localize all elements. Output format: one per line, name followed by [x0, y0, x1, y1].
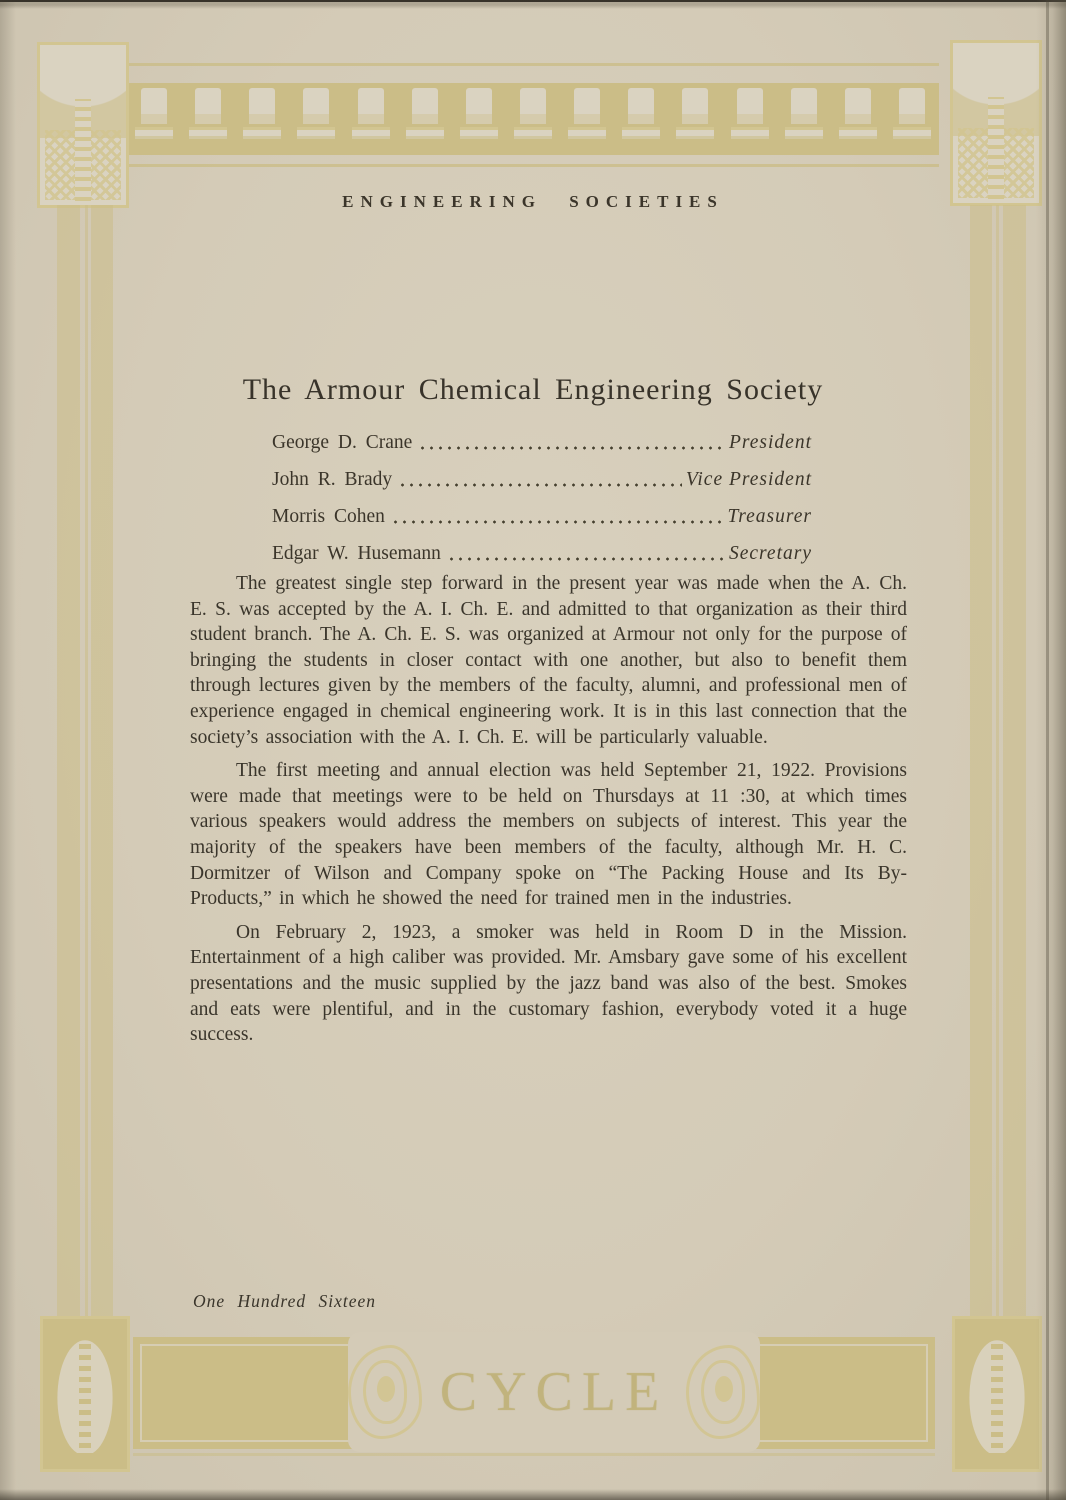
- window-ornament: [628, 88, 654, 124]
- officer-row: [272, 469, 812, 493]
- pedestal-ornament: [731, 127, 769, 139]
- scroll-ornament-right: [686, 1345, 760, 1439]
- pedestal-ornament: [622, 127, 660, 139]
- page-number: One Hundred Sixteen: [193, 1291, 376, 1311]
- running-header: ENGINEERING SOCIETIES: [342, 192, 724, 211]
- column-window-motif: [777, 83, 831, 155]
- corner-ornament-top-right: [950, 40, 1042, 206]
- officer-role: President: [728, 432, 812, 453]
- window-ornament: [791, 88, 817, 124]
- bottom-ornament-panel: [348, 1332, 760, 1452]
- column-window-motif: [398, 83, 452, 155]
- pedestal-ornament: [893, 127, 931, 139]
- paragraph: The greatest single step forward in the present year was made when the A. Ch. E. S. was accepted by the A. I. Ch. E. and admitted to that organization as their third student branch. The A. Ch. E. S. was organized at Armour not only for the purpose of bringing the students in closer contact with one another, but also to benefit them through lectures given by the members of the faculty, alumni, and professional men of experience engaged in chemical engineering work. It is in this last connection that the society’s association with the A. I. Ch. E. will be particularly valuable.: [190, 573, 907, 748]
- paragraph: The first meeting and annual election was held September 21, 1922. Provisions were made that meetings were to be held on Thursdays at 11 :30, at which times various speakers would address the members on subjects of interest. This year the majority of the speakers have been members of the faculty, although Mr. H. C. Dormitzer of Wilson and Company spoke on “The Packing House and Its By-Products,” in which he showed the need for trained men in the industries.: [190, 760, 907, 910]
- window-ornament: [141, 88, 167, 124]
- leader-dots: [445, 543, 725, 567]
- officer-name: John R. Brady: [272, 469, 393, 490]
- left-border-pillar: [57, 205, 113, 1318]
- capital-column-ornament: [75, 99, 91, 201]
- pedestal-ornament: [460, 127, 498, 139]
- officer-role: Vice President: [685, 469, 812, 490]
- leader-dots: [396, 469, 682, 493]
- corner-ornament-bottom-right: [952, 1316, 1042, 1472]
- page-title: The Armour Chemical Engineering Society: [242, 373, 824, 406]
- window-ornament: [358, 88, 384, 124]
- window-ornament: [520, 88, 546, 124]
- column-window-motif: [235, 83, 289, 155]
- column-window-motif: [506, 83, 560, 155]
- window-ornament: [195, 88, 221, 124]
- column-window-motif: [668, 83, 722, 155]
- page-edge-right: [1036, 0, 1066, 1500]
- window-ornament: [249, 88, 275, 124]
- bottom-border-line: [133, 1453, 935, 1456]
- pedestal-ornament: [785, 127, 823, 139]
- bottom-border-band: [133, 1337, 935, 1449]
- officer-role: Secretary: [729, 543, 812, 564]
- pedestal-ornament: [297, 127, 335, 139]
- pedestal-ornament: [676, 127, 714, 139]
- corner-ornament-top-left: [37, 42, 129, 208]
- column-window-motif: [181, 83, 235, 155]
- column-window-motif: [560, 83, 614, 155]
- pedestal-ornament: [406, 127, 444, 139]
- officer-name: George D. Crane: [272, 432, 413, 453]
- article-body: [190, 571, 907, 1056]
- officer-role: Treasurer: [727, 506, 812, 527]
- page-edge-top: [0, 0, 1066, 9]
- pedestal-ornament: [243, 127, 281, 139]
- ornament-title-text: CYCLE: [439, 1361, 669, 1423]
- column-window-motif: [289, 83, 343, 155]
- window-ornament: [303, 88, 329, 124]
- pedestal-ornament: [514, 127, 552, 139]
- officer-row: [272, 506, 812, 530]
- window-ornament: [412, 88, 438, 124]
- window-ornament: [845, 88, 871, 124]
- column-window-motif: [723, 83, 777, 155]
- window-ornament: [737, 88, 763, 124]
- column-window-motif: [885, 83, 939, 155]
- officer-row: [272, 543, 812, 567]
- column-window-motif: [614, 83, 668, 155]
- column-window-motif: [344, 83, 398, 155]
- column-window-motif: [831, 83, 885, 155]
- top-frieze-ornament: [127, 83, 939, 155]
- pedestal-ornament: [568, 127, 606, 139]
- page-edge-bottom: [0, 1489, 1066, 1500]
- scroll-ornament-left: [348, 1345, 422, 1439]
- officer-name: Edgar W. Husemann: [272, 543, 441, 564]
- leader-dots: [389, 506, 724, 530]
- capital-column-ornament: [988, 97, 1004, 199]
- pedestal-ornament: [135, 127, 173, 139]
- paragraph: On February 2, 1923, a smoker was held in Room D in the Mission. Entertainment of a high caliber was provided. Mr. Amsbary gave some of his excellent presentations and the music supplied by the jazz band was also of the best. Smokes and eats were plentiful, and in the customary fashion, everybody voted it a huge success.: [190, 921, 907, 1046]
- window-ornament: [899, 88, 925, 124]
- column-window-motif: [452, 83, 506, 155]
- officer-row: [272, 432, 812, 456]
- window-ornament: [574, 88, 600, 124]
- right-border-pillar: [970, 205, 1026, 1318]
- page-edge-left: [0, 0, 16, 1500]
- pedestal-ornament: [189, 127, 227, 139]
- page-edge-crease: [1046, 0, 1049, 1500]
- officer-list: [272, 432, 812, 580]
- corner-ornament-bottom-left: [40, 1316, 130, 1472]
- column-window-motif: [127, 83, 181, 155]
- pedestal-ornament: [352, 127, 390, 139]
- pedestal-ornament: [839, 127, 877, 139]
- window-ornament: [466, 88, 492, 124]
- window-ornament: [682, 88, 708, 124]
- officer-name: Morris Cohen: [272, 506, 385, 527]
- leader-dots: [416, 432, 725, 456]
